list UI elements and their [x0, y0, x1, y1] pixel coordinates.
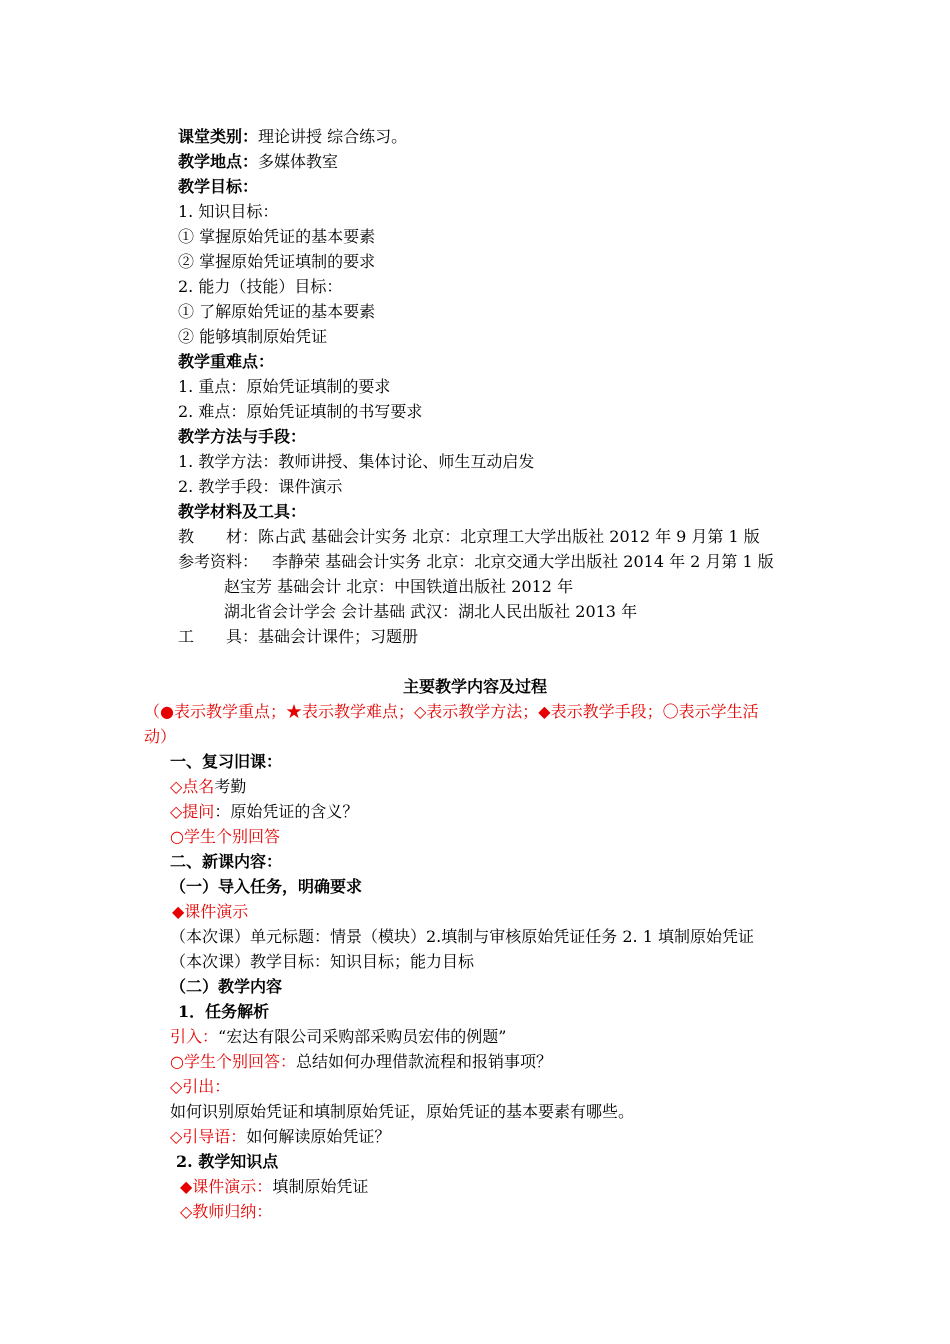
- new-lesson-heading: 二、新课内容：: [170, 852, 283, 871]
- reference-item: 湖北省会计学会 会计基础 武汉：湖北人民出版社 2013 年: [224, 602, 638, 621]
- intro-text: “宏达有限公司采购部采购员宏伟的例题”: [218, 1027, 507, 1046]
- part2-heading: （二）教学内容: [170, 977, 283, 996]
- knowledge-objective-item: ② 掌握原始凭证填制的要求: [178, 252, 376, 271]
- key-points-heading: 教学重难点：: [178, 352, 275, 371]
- courseware2-row: [180, 1177, 368, 1197]
- reference-item: 赵宝芳 基础会计 北京：中国铁道出版社 2012 年: [224, 577, 574, 596]
- location-value: 多媒体教室: [258, 152, 339, 171]
- student-answer-marker: ○学生个别回答：: [170, 1052, 296, 1071]
- method-item: 1. 教学方法：教师讲授、集体讨论、师生互动启发: [178, 452, 535, 471]
- legend-line: （●表示教学重点；★表示教学难点；◇表示教学方法；◆表示教学手段；〇表示学生活: [144, 702, 759, 721]
- courseware2-text: 填制原始凭证: [272, 1177, 369, 1196]
- question-text: ：原始凭证的含义？: [214, 802, 359, 821]
- lead-out-text: 如何识别原始凭证和填制原始凭证，原始凭证的基本要素有哪些。: [170, 1102, 635, 1121]
- teacher-summary: ◇教师归纳：: [180, 1202, 273, 1221]
- courseware-demo: ◆课件演示: [172, 902, 249, 921]
- class-type-row: [178, 127, 407, 147]
- roll-call-marker: ◇点名: [170, 777, 215, 796]
- key-point-item: 2. 难点：原始凭证填制的书写要求: [178, 402, 423, 421]
- location-label: 教学地点：: [178, 152, 259, 171]
- tools-value: 基础会计课件；习题册: [258, 627, 419, 646]
- objectives-heading: 教学目标：: [178, 177, 259, 196]
- method-item: 2. 教学手段：课件演示: [178, 477, 343, 496]
- student-answer-row: [170, 1052, 552, 1072]
- student-answer-text: 总结如何办理借款流程和报销事项？: [295, 1052, 552, 1071]
- intro-marker: 引入：: [170, 1027, 219, 1046]
- ability-objective-item: ② 能够填制原始凭证: [178, 327, 328, 346]
- courseware2-marker: ◆课件演示：: [180, 1177, 273, 1196]
- part1-heading: （一）导入任务，明确要求: [170, 877, 363, 896]
- reference-item: 李静荣 基础会计实务 北京：北京交通大学出版社 2014 年 2 月第 1 版: [272, 552, 774, 571]
- reference-row: [178, 552, 774, 572]
- question-row: [170, 802, 358, 822]
- textbook-label: 教 材：: [178, 527, 259, 546]
- roll-call-text: 考勤: [214, 777, 247, 796]
- guide-marker: ◇引导语：: [170, 1127, 247, 1146]
- textbook-row: [178, 527, 760, 547]
- knowledge-points-heading: 2. 教学知识点: [176, 1152, 279, 1171]
- legend-line: 动）: [144, 727, 177, 746]
- class-type-value: 理论讲授 综合练习。: [258, 127, 408, 146]
- tools-label: 工 具：: [178, 627, 259, 646]
- methods-heading: 教学方法与手段：: [178, 427, 307, 446]
- guide-text: 如何解读原始凭证？: [246, 1127, 391, 1146]
- materials-heading: 教学材料及工具：: [178, 502, 307, 521]
- class-type-label: 课堂类别：: [178, 127, 259, 146]
- knowledge-objective-item: ① 掌握原始凭证的基本要素: [178, 227, 376, 246]
- question-marker: ◇提问: [170, 802, 215, 821]
- task-analysis-heading: 1．任务解析: [178, 1002, 270, 1021]
- section-title: 主要教学内容及过程: [402, 677, 547, 696]
- lesson-objectives: （本次课）教学目标：知识目标；能力目标: [170, 952, 475, 971]
- ability-objective-item: ① 了解原始凭证的基本要素: [178, 302, 376, 321]
- intro-row: [170, 1027, 506, 1047]
- roll-call-row: [170, 777, 246, 797]
- tools-row: [178, 627, 418, 647]
- ability-objective-title: 2. 能力（技能）目标：: [178, 277, 343, 296]
- key-point-item: 1. 重点：原始凭证填制的要求: [178, 377, 391, 396]
- review-heading: 一、复习旧课：: [170, 752, 283, 771]
- knowledge-objective-title: 1. 知识目标：: [178, 202, 279, 221]
- textbook-value: 陈占武 基础会计实务 北京：北京理工大学出版社 2012 年 9 月第 1 版: [258, 527, 760, 546]
- student-answer: ○学生个别回答: [170, 827, 280, 846]
- unit-title: （本次课）单元标题：情景（模块）2.填制与审核原始凭证任务 2. 1 填制原始凭证: [170, 927, 754, 946]
- location-row: [178, 152, 338, 172]
- guide-row: [170, 1127, 390, 1147]
- reference-label: 参考资料：: [178, 552, 259, 571]
- lead-out-marker: ◇引出：: [170, 1077, 231, 1096]
